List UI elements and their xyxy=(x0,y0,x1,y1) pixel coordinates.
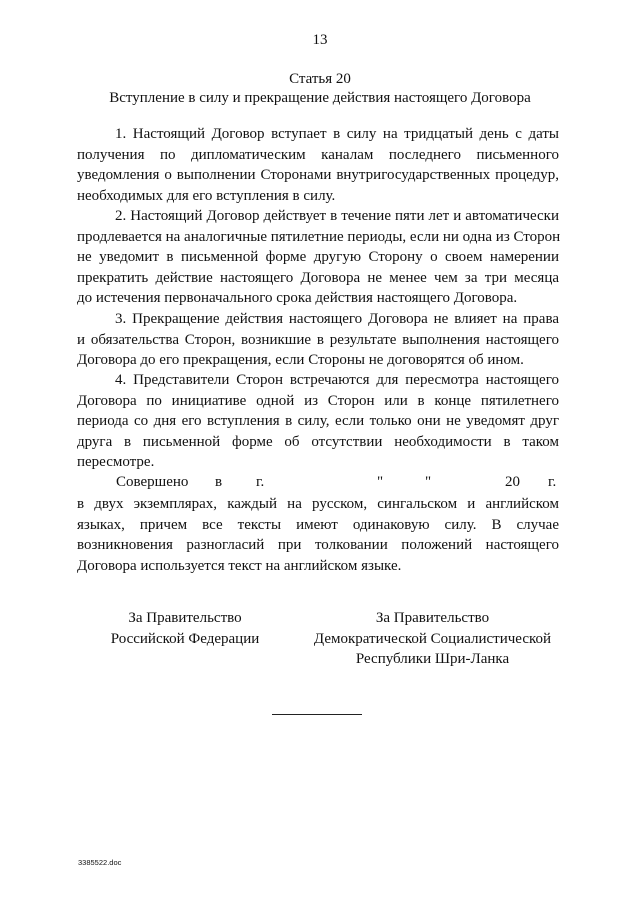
paragraph-line: 3. Прекращение действия настоящего Договора не влияет на права xyxy=(115,311,559,327)
article-title: Статья 20 xyxy=(289,71,351,87)
signature-russia xyxy=(80,608,290,649)
paragraph-line: 4. Представители Сторон встречаются для пересмотра настоящего xyxy=(115,372,559,388)
paragraph-line: до истечения первоначального срока действия настоящего Договора. xyxy=(77,290,518,306)
paragraph-line: получения по дипломатическим каналам последнего письменного xyxy=(77,146,559,163)
closing-line: в двух экземплярах, каждый на русском, сингальском и английском xyxy=(77,496,559,512)
closing-word-done: Совершено xyxy=(116,474,189,490)
signature-line: Российской Федерации xyxy=(110,630,260,647)
paragraph-line: пересмотре. xyxy=(77,454,155,470)
document-id: 3385522.doc xyxy=(78,858,122,867)
closing-line: возникновения разногласий при толковании положений настоящего xyxy=(77,537,559,553)
closing-line: языках, причем все тексты имеют одинаковую силу. В случае xyxy=(77,516,559,533)
paragraph-4 xyxy=(77,370,559,473)
article-subtitle: Вступление в силу и прекращение действия настоящего Договора xyxy=(109,90,531,106)
paragraph-line: необходимых для его вступления в силу. xyxy=(77,187,336,204)
paragraph-line: периода со дня его вступления в силу, если только они не уведомят друг xyxy=(77,413,559,429)
closing-open-quote: " xyxy=(377,474,384,490)
closing-year-suffix: г. xyxy=(548,474,557,490)
closing-close-quote: " xyxy=(425,474,432,490)
signature-line: Демократической Социалистической xyxy=(313,630,552,647)
closing-line: Договора используется текст на английском языке. xyxy=(77,557,402,574)
signature-line: За Правительство xyxy=(128,610,242,626)
paragraph-line: 1. Настоящий Договор вступает в силу на тридцатый день с даты xyxy=(115,126,559,142)
closing-word-city: г. xyxy=(256,474,265,490)
paragraph-line: 2. Настоящий Договор действует в течение пяти лет и автоматически xyxy=(115,208,559,224)
paragraph-3 xyxy=(77,309,559,371)
paragraph-line: не уведомит в письменной форме другую Сторону о своем намерении xyxy=(77,249,559,265)
page-number: 13 xyxy=(312,32,328,48)
end-separator-line xyxy=(272,714,362,715)
paragraph-line: Договора по инициативе одной из Сторон или в конце пятилетнего xyxy=(77,392,559,409)
signature-line: Республики Шри-Ланка xyxy=(355,651,510,667)
closing-word-in: в xyxy=(215,474,223,490)
paragraph-line: друга в письменной форме об отсутствии необходимости в таком xyxy=(77,433,559,450)
paragraph-line: прекратить действие настоящего Договора не менее чем за три месяца xyxy=(77,269,559,286)
closing-year-prefix: 20 xyxy=(505,474,520,490)
closing-paragraph xyxy=(77,494,559,576)
paragraph-line: продлевается на аналогичные пятилетние периоды, если ни одна из Сторон xyxy=(77,228,561,245)
paragraph-2 xyxy=(77,206,559,309)
paragraph-line: уведомления о выполнении Сторонами внутригосударственных процедур, xyxy=(77,167,559,183)
signature-line: За Правительство xyxy=(375,610,490,626)
paragraph-1 xyxy=(77,124,559,206)
paragraph-line: и обязательства Сторон, возникшие в результате выполнения настоящего xyxy=(77,331,559,348)
signature-sri-lanka xyxy=(305,608,560,670)
paragraph-line: Договора до его прекращения, если Стороны не договорятся об ином. xyxy=(77,352,524,368)
